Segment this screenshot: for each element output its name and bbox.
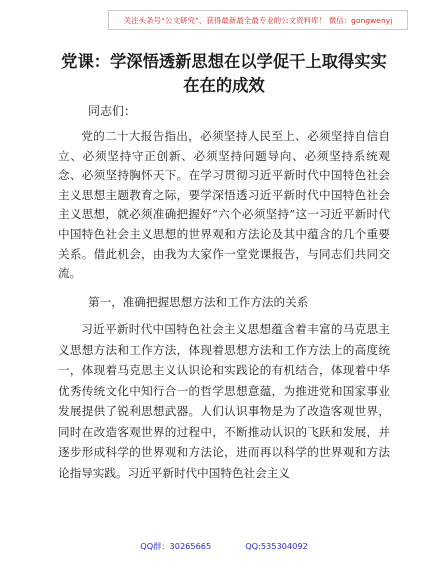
contact-footer <box>0 541 448 552</box>
section-heading-first: 第一，准确把握思想方法和工作方法的关系 <box>88 295 309 309</box>
footer-qq-number: QQ:535304092 <box>245 541 308 551</box>
footer-qq-group: QQ群：30265665 <box>140 541 212 551</box>
salutation: 同志们： <box>88 104 137 118</box>
promo-banner-text: 关注头条号“公文研究”，获得最新最全最专业的公文资料库！ 微信：gongwenyj <box>123 15 393 25</box>
document-title: 党课：学深悟透新思想在以学促干上取得实实在在的成效 <box>61 52 387 95</box>
paragraph-first-section: 习近平新时代中国特色社会主义思想蕴含着丰富的马克思主义思想方法和工作方法，体现着思想方法和工作方法上的高度统一，体现着马克思主义认识论和实践论的有机结合，体现着中华优秀传统文化中知行合一的哲学思想意蕴，为推进党和国家事业发展提供了锐利思想武器。人们认识事物是为了改造客观世界，同时在改造客观世界的过程中，不断推动认识的飞跃和发展，并逐步形成科学的世界观和方法论，进而再以科学的世界观和方法论指导实践。习近平新时代中国特色社会主义 <box>58 322 390 480</box>
paragraph-intro: 党的二十大报告指出，必须坚持人民至上、必须坚持自信自立、必须坚持守正创新、必须坚持问题导向、必须坚持系统观念、必须坚持胸怀天下。在学习贯彻习近平新时代中国特色社会主义思想主题教育之际，要学深悟透习近平新时代中国特色社会主义思想，就必须准确把握好“六个必须坚持”这一习近平新时代中国特色社会主义思想的世界观和方法论及其中蕴含的几个重要关系。借此机会，由我为大家作一堂党课报告，与同志们共同交流。 <box>58 129 390 281</box>
promo-banner <box>108 10 408 30</box>
